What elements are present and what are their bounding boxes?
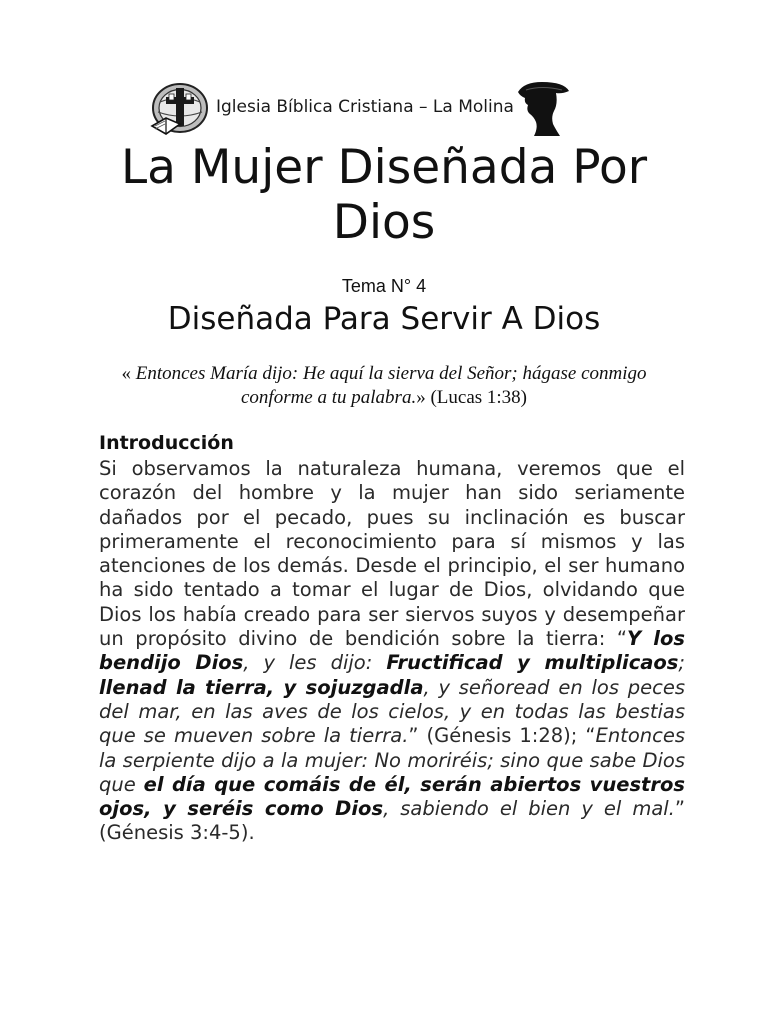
epigraph-verse: [110, 362, 658, 410]
church-cross-bible-logo-icon: [150, 82, 214, 138]
intro-text: Si observamos la naturaleza humana, veremos que el corazón del hombre y la mujer han sido seriamente dañados por el pecado, pues su inclinación es buscar primeramente el reconocimiento para sí mismos y las atenciones de los demás. Desde el principio, el ser humano ha sido tentado a tomar el lugar de Dios, olvidando que Dios los había creado para ser siervos suyos y desempeñar un propósito divino de bendición sobre la tierra: “: [99, 457, 685, 651]
quote-genesis-1-28-bold-2: Fructificad y multiplicaos: [386, 651, 679, 675]
verse-close-quote: »: [416, 387, 431, 408]
quote-genesis-1-28-italic-3: , y señoread en los peces del mar, en las aves de los cielos, y en todas las bestias que se mueven sobre la tierra.: [99, 675, 686, 748]
woman-with-hat-silhouette-icon: [512, 78, 572, 138]
quote-genesis-3-4-italic-1: Entonces la serpiente dijo a la mujer: No moriréis; sino que sabe Dios que: [99, 724, 685, 796]
introduction-paragraph: [99, 457, 685, 846]
header: [150, 82, 570, 138]
section-heading-introduction: Introducción: [99, 432, 234, 454]
main-title: La Mujer Diseñada Por Dios: [120, 140, 648, 250]
verse-text: Entonces María dijo: He aquí la sierva del Señor; hágase conmigo conforme a tu palabra.: [135, 363, 647, 408]
quote-genesis-3-4-bold-1: el día que comáis de él, serán abiertos vuestros ojos, y seréis como Dios: [99, 772, 685, 821]
verse-reference: (Lucas 1:38): [430, 387, 528, 408]
topic-number: Tema N° 4: [341, 276, 427, 296]
quote-genesis-1-28-italic-1: , y les dijo:: [243, 651, 387, 675]
quote-genesis-1-28-bold-3: llenad la tierra, y sojuzgadla: [99, 675, 424, 699]
quote-genesis-1-28-italic-2: ;: [678, 651, 685, 675]
church-name: Iglesia Bíblica Cristiana – La Molina: [216, 97, 514, 117]
verse-open-quote: «: [121, 363, 136, 384]
quote-genesis-3-4-italic-2: , sabiendo el bien y el mal.: [383, 797, 675, 821]
subtitle: Diseñada Para Servir A Dios: [167, 301, 601, 337]
reference-genesis-3-4-5: ” (Génesis 3:4-5).: [99, 797, 685, 845]
reference-genesis-1-28: ” (Génesis 1:28); “: [408, 724, 596, 748]
quote-genesis-1-28-bold-1: Y los bendijo Dios: [99, 627, 685, 675]
